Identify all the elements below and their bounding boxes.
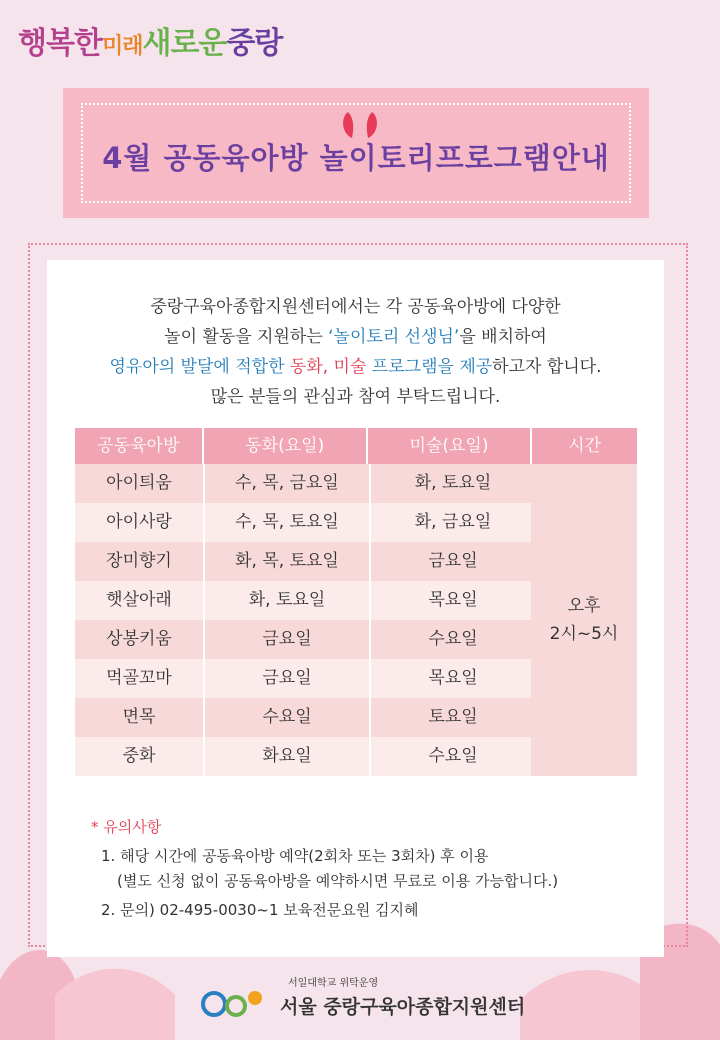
cell-art: 목요일 [371, 659, 537, 698]
intro-line-3d: 하고자 합니다. [492, 357, 602, 377]
cell-room: 장미향기 [75, 542, 205, 581]
intro-line-2c: 을 배치하여 [459, 327, 547, 347]
time-line-2: 2시~5시 [549, 624, 619, 644]
cell-story: 화, 토요일 [205, 581, 371, 620]
page-title: 4월 공동육아방 놀이토리프로그램안내 [102, 141, 610, 175]
footer-sponsor: 서일대학교 위탁운영 [288, 978, 379, 989]
footer-center-name: 서울 중랑구육아종합지원센터 [280, 996, 526, 1018]
intro-line-3c: 프로그램을 제공 [366, 357, 493, 377]
intro-highlight-teacher: ‘놀이토리 선생님’ [328, 327, 460, 347]
intro-line-4: 많은 분들의 관심과 참여 부탁드립니다. [210, 387, 501, 407]
time-line-1: 오후 [567, 596, 601, 616]
intro-line-2a: 놀이 활동을 지원하는 [164, 327, 329, 347]
center-logo-icon [200, 986, 270, 1020]
cell-room: 면목 [75, 698, 205, 737]
cell-story: 수, 목, 토요일 [205, 503, 371, 542]
cell-room: 아이사랑 [75, 503, 205, 542]
intro-line-1: 중랑구육아종합지원센터에서는 각 공동육아방에 다양한 [150, 297, 561, 317]
intro-line-2 [47, 322, 664, 352]
intro-text [47, 292, 664, 412]
notice-section [91, 815, 558, 923]
cell-room: 햇살아래 [75, 581, 205, 620]
cell-time [531, 464, 637, 776]
cell-room: 상봉키움 [75, 620, 205, 659]
cell-story: 금요일 [205, 620, 371, 659]
notice-item-1-detail: (별도 신청 없이 공동육아방을 예약하시면 무료로 이용 가능합니다.) [117, 872, 559, 890]
header-story: 동화(요일) [204, 428, 368, 464]
slogan-part-4: 중랑 [226, 26, 283, 61]
cell-story: 금요일 [205, 659, 371, 698]
cell-story: 화, 목, 토요일 [205, 542, 371, 581]
table-header [75, 428, 637, 464]
slogan-logo [18, 18, 283, 61]
cell-art: 수요일 [371, 737, 537, 776]
footer-logo-block [200, 974, 560, 1024]
cell-art: 토요일 [371, 698, 537, 737]
cell-art: 금요일 [371, 542, 537, 581]
cell-art: 화, 토요일 [371, 464, 537, 503]
cell-room: 먹골꼬마 [75, 659, 205, 698]
notice-item-1: 1. 해당 시간에 공동육아방 예약(2회차 또는 3회차) 후 이용 [101, 847, 489, 865]
cell-story: 화요일 [205, 737, 371, 776]
cell-story: 수요일 [205, 698, 371, 737]
bunny-ears-icon [330, 108, 390, 148]
schedule-table [75, 428, 637, 776]
slogan-part-3: 새로운 [142, 26, 227, 61]
notice-heading: * 유의사항 [91, 818, 162, 836]
intro-highlight-programs: 동화, 미술 [289, 357, 367, 377]
table-body [75, 464, 637, 776]
cell-room: 아이틔움 [75, 464, 205, 503]
header-time: 시간 [532, 428, 637, 464]
header-room: 공동육아방 [75, 428, 204, 464]
notice-item-2: 2. 문의) 02-495-0030~1 보육전문요원 김지혜 [101, 901, 419, 919]
intro-line-3a: 영유아의 발달에 적합한 [109, 357, 290, 377]
cell-room: 중화 [75, 737, 205, 776]
cell-art: 수요일 [371, 620, 537, 659]
content-panel [47, 260, 664, 957]
cell-art: 화, 금요일 [371, 503, 537, 542]
cell-art: 목요일 [371, 581, 537, 620]
header-art: 미술(요일) [368, 428, 532, 464]
cell-story: 수, 목, 금요일 [205, 464, 371, 503]
intro-line-3 [47, 352, 664, 382]
slogan-part-2: 미래 [101, 34, 143, 59]
slogan-part-1: 행복한 [18, 26, 102, 61]
